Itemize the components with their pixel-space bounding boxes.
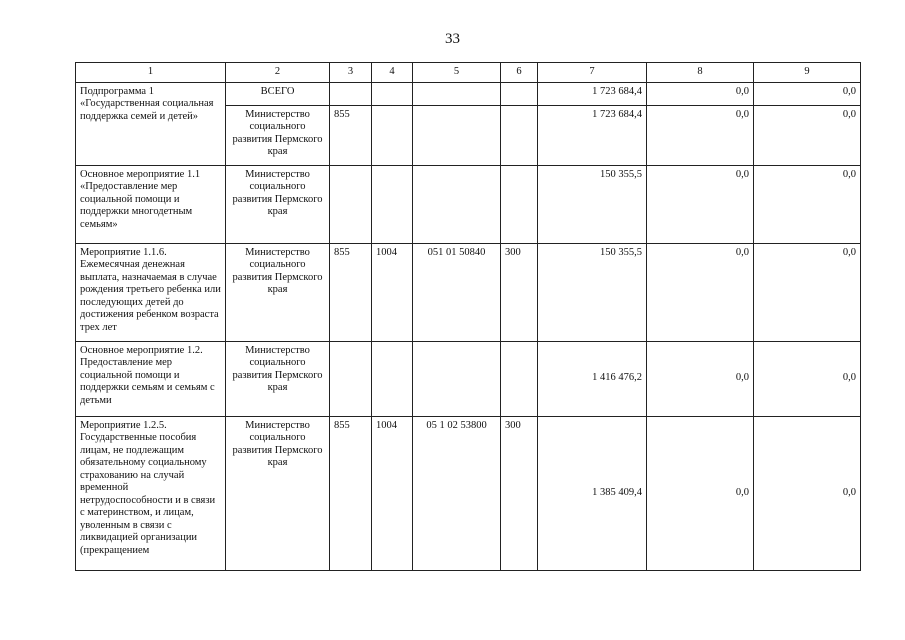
table-row-main-activity-1-2 [76, 341, 861, 416]
page-number: 33 [445, 31, 460, 47]
amount-col9-cell: 0,0 [754, 243, 861, 341]
csr-cell [413, 82, 501, 105]
program-name-cell: Основное мероприятие 1.1 «Предоставление мер социальной помощи и поддержки многодетным семьям» [76, 165, 226, 243]
amount-col9-cell: 0,0 [754, 416, 861, 570]
rzpr-cell: 1004 [372, 416, 413, 570]
executor-cell: ВСЕГО [226, 82, 330, 105]
executor-cell: Министерство социального развития Пермского края [226, 341, 330, 416]
program-name-cell: Мероприятие 1.2.5. Государственные пособия лицам, не подлежащим обязательному социальному страхованию на случай временной нетрудоспособности и в связи с материнством, и лицам, уволенным в связи с ликвидацией организации (прекращением [76, 416, 226, 570]
grbs-cell [330, 341, 372, 416]
vr-cell: 300 [501, 416, 538, 570]
header-col-7: 7 [538, 63, 647, 83]
header-col-4: 4 [372, 63, 413, 83]
rzpr-cell [372, 341, 413, 416]
program-name-cell: Основное мероприятие 1.2. Предоставление мер социальной помощи и поддержки семьям и семьям с детьми [76, 341, 226, 416]
vr-cell: 300 [501, 243, 538, 341]
amount-col8-cell: 0,0 [647, 416, 754, 570]
amount-col7-cell: 150 355,5 [538, 165, 647, 243]
header-col-3: 3 [330, 63, 372, 83]
amount-col7-cell: 1 416 476,2 [538, 341, 647, 416]
csr-cell [413, 105, 501, 165]
amount-col7-cell: 150 355,5 [538, 243, 647, 341]
rzpr-cell: 1004 [372, 243, 413, 341]
grbs-cell: 855 [330, 416, 372, 570]
csr-cell: 051 01 50840 [413, 243, 501, 341]
amount-col8-cell: 0,0 [647, 243, 754, 341]
amount-col7-cell: 1 385 409,4 [538, 416, 647, 570]
amount-col9-cell: 0,0 [754, 82, 861, 105]
amount-col7-cell: 1 723 684,4 [538, 82, 647, 105]
program-name-cell: Подпрограмма 1 «Государственная социальная поддержка семей и детей» [76, 82, 226, 165]
header-col-5: 5 [413, 63, 501, 83]
header-col-9: 9 [754, 63, 861, 83]
rzpr-cell [372, 165, 413, 243]
table-row-main-activity-1-1 [76, 165, 861, 243]
csr-cell [413, 165, 501, 243]
header-col-1: 1 [76, 63, 226, 83]
amount-col9-cell: 0,0 [754, 341, 861, 416]
grbs-cell: 855 [330, 105, 372, 165]
executor-cell: Министерство социального развития Пермского края [226, 243, 330, 341]
csr-cell [413, 341, 501, 416]
grbs-cell [330, 82, 372, 105]
vr-cell [501, 105, 538, 165]
rzpr-cell [372, 82, 413, 105]
amount-col7-cell: 1 723 684,4 [538, 105, 647, 165]
csr-cell: 05 1 02 53800 [413, 416, 501, 570]
vr-cell [501, 341, 538, 416]
program-name-cell: Мероприятие 1.1.6. Ежемесячная денежная выплата, назначаемая в случае рождения третьего ребенка или последующих детей до достижения ребенком возраста трех лет [76, 243, 226, 341]
executor-cell: Министерство социального развития Пермского края [226, 165, 330, 243]
amount-col8-cell: 0,0 [647, 165, 754, 243]
amount-col9-cell: 0,0 [754, 105, 861, 165]
budget-table [75, 62, 861, 571]
header-col-8: 8 [647, 63, 754, 83]
executor-cell: Министерство социального развития Пермского края [226, 416, 330, 570]
header-col-6: 6 [501, 63, 538, 83]
table-row-activity-1-2-5 [76, 416, 861, 570]
rzpr-cell [372, 105, 413, 165]
amount-col8-cell: 0,0 [647, 82, 754, 105]
vr-cell [501, 82, 538, 105]
amount-col8-cell: 0,0 [647, 341, 754, 416]
amount-col9-cell: 0,0 [754, 165, 861, 243]
grbs-cell [330, 165, 372, 243]
header-row [76, 63, 861, 83]
amount-col8-cell: 0,0 [647, 105, 754, 165]
table-row-activity-1-1-6 [76, 243, 861, 341]
grbs-cell: 855 [330, 243, 372, 341]
table-row-subprogram-total [76, 82, 861, 105]
vr-cell [501, 165, 538, 243]
header-col-2: 2 [226, 63, 330, 83]
executor-cell: Министерство социального развития Пермского края [226, 105, 330, 165]
